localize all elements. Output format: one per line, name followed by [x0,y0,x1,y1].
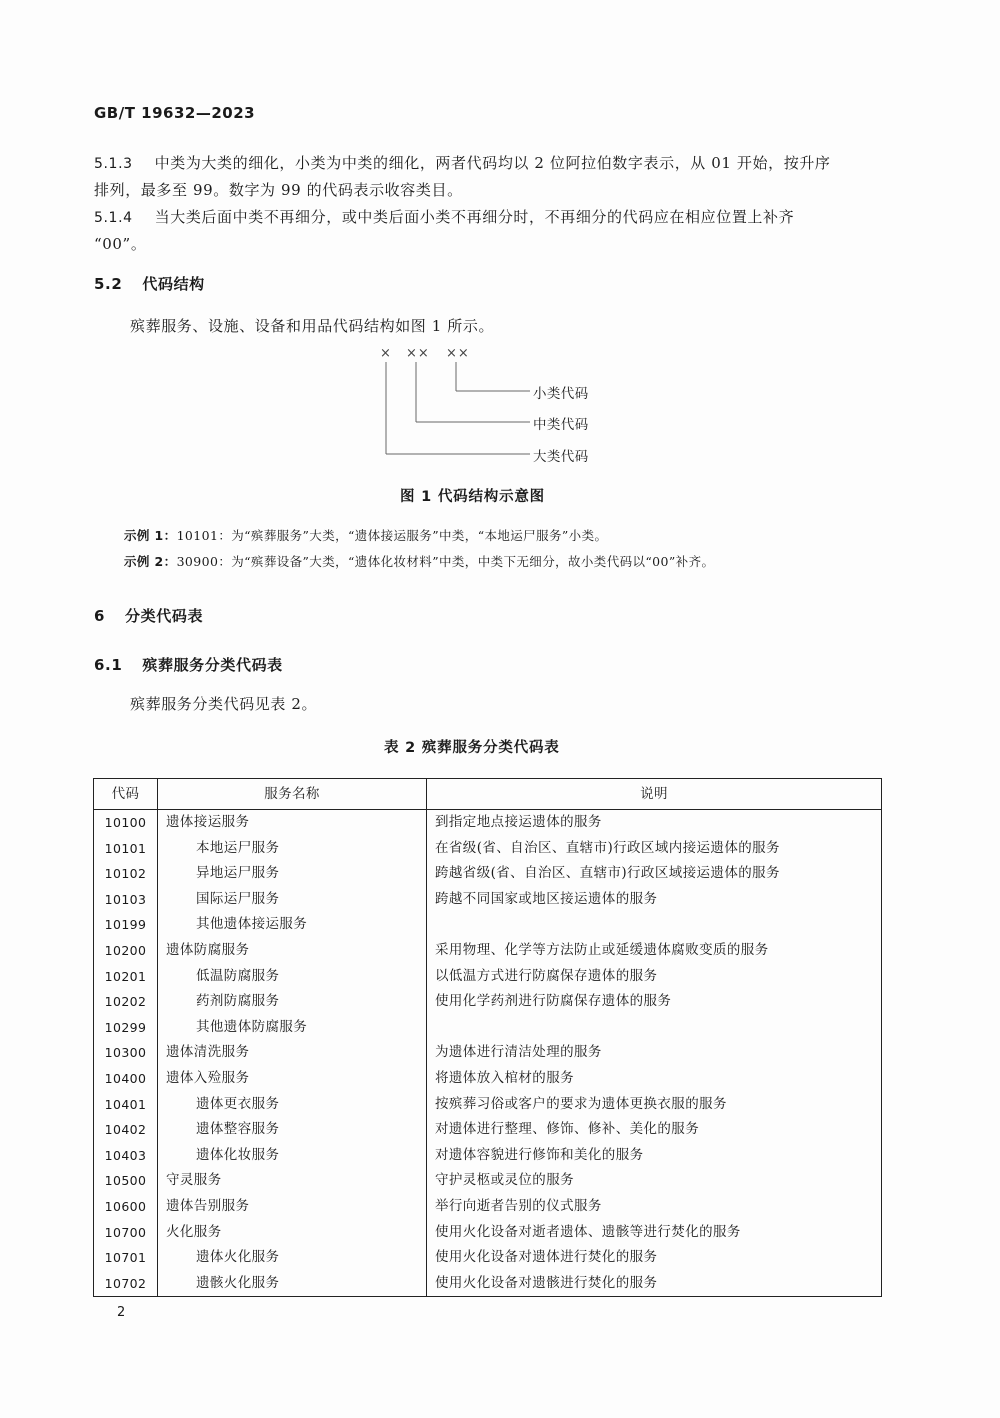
table-row [94,938,882,964]
cell-service-name: 其他遗体接运服务 [158,912,427,938]
small-code-label: 小类代码 [533,386,589,402]
page-number: 2 [117,1305,126,1320]
clause-text: 当大类后面中类不再细分，或中类后面小类不再细分时，不再细分的代码应在相应位置上补齐 [154,208,795,226]
small-code-mark: ×× [446,346,470,361]
cell-description: 跨越省级(省、自治区、直辖市)行政区域接运遗体的服务 [435,865,780,882]
cell-code: 10702 [94,1271,158,1297]
cell-service-name: 遗体整容服务 [158,1117,427,1143]
table-row [94,1092,882,1118]
table-row [94,1117,882,1143]
table-header-row [94,779,882,810]
clause-5-1-3 [94,150,831,177]
table-body [94,810,882,1297]
example-label: 示例 1： [124,528,177,543]
cell-code: 10103 [94,887,158,913]
section-6-1-heading [94,654,283,675]
cell-description: 使用化学药剂进行防腐保存遗体的服务 [435,993,672,1010]
cell-service-name: 异地运尸服务 [158,861,427,887]
table-row [94,1271,882,1297]
cell-service-name: 低温防腐服务 [158,964,427,990]
cell-code: 10402 [94,1117,158,1143]
section-5-2-heading [94,273,205,294]
cell-code: 10100 [94,810,158,836]
cell-service-name: 遗体清洗服务 [158,1040,427,1066]
cell-code: 10202 [94,989,158,1015]
section-title: 代码结构 [142,275,205,293]
table-row [94,964,882,990]
table-row [94,1143,882,1169]
clause-text: 中类为大类的细化，小类为中类的细化，两者代码均以 2 位阿拉伯数字表示，从 01 开始，按升序 [154,154,831,172]
cell-code: 10300 [94,1040,158,1066]
section-6-1-text: 殡葬服务分类代码见表 2。 [130,695,318,713]
service-code-table [93,778,882,1297]
cell-service-name: 火化服务 [158,1220,427,1246]
cell-code: 10200 [94,938,158,964]
cell-description: 采用物理、化学等方法防止或延缓遗体腐败变质的服务 [435,941,769,958]
cell-description: 使用火化设备对遗骸进行焚化的服务 [435,1274,658,1291]
table-row [94,1245,882,1271]
clause-number: 5.1.4 [94,210,133,226]
cell-code: 10401 [94,1092,158,1118]
column-header-desc: 说明 [427,779,882,810]
cell-description: 按殡葬习俗或客户的要求为遗体更换衣服的服务 [435,1095,727,1112]
cell-service-name: 守灵服务 [158,1168,427,1194]
cell-description: 将遗体放入棺材的服务 [435,1069,574,1086]
figure-caption: 图 1 代码结构示意图 [400,489,545,505]
cell-service-name: 其他遗体防腐服务 [158,1015,427,1041]
section-6-heading [94,605,203,626]
cell-service-name: 遗体接运服务 [158,810,427,836]
cell-code: 10299 [94,1015,158,1041]
example-text: 30900：为“殡葬设备”大类，“遗体化妆材料”中类，中类下无细分，故小类代码以“00”补齐。 [176,554,715,569]
large-code-mark: × [380,346,392,361]
cell-description: 对遗体进行整理、修饰、修补、美化的服务 [435,1121,700,1138]
cell-description: 到指定地点接运遗体的服务 [435,814,602,830]
clause-5-1-3-cont: 排列，最多至 99。数字为 99 的代码表示收容类目。 [94,181,463,199]
cell-code: 10199 [94,912,158,938]
table-row [94,810,882,836]
table-row [94,861,882,887]
cell-code: 10102 [94,861,158,887]
cell-description: 举行向逝者告别的仪式服务 [435,1197,602,1214]
cell-service-name: 药剂防腐服务 [158,989,427,1015]
example-text: 10101：为“殡葬服务”大类，“遗体接运服务”中类，“本地运尸服务”小类。 [176,528,608,543]
section-number: 5.2 [94,275,123,293]
cell-description: 使用火化设备对遗体进行焚化的服务 [435,1249,658,1266]
code-structure-diagram [370,342,670,472]
table-row [94,1040,882,1066]
cell-service-name: 遗体火化服务 [158,1245,427,1271]
cell-description: 以低温方式进行防腐保存遗体的服务 [435,967,658,984]
cell-description [427,1015,882,1041]
table-row [94,1015,882,1041]
section-title: 分类代码表 [125,607,204,625]
cell-code: 10403 [94,1143,158,1169]
cell-description: 守护灵柩或灵位的服务 [435,1172,574,1189]
cell-code: 10400 [94,1066,158,1092]
cell-code: 10201 [94,964,158,990]
cell-service-name: 遗体告别服务 [158,1194,427,1220]
table-row [94,1168,882,1194]
cell-description: 为遗体进行清洁处理的服务 [435,1044,602,1061]
cell-description [427,912,882,938]
table-row [94,1066,882,1092]
example-2 [124,552,714,570]
section-5-2-text: 殡葬服务、设施、设备和用品代码结构如图 1 所示。 [130,317,495,335]
column-header-code: 代码 [94,779,158,810]
cell-code: 10700 [94,1220,158,1246]
cell-description: 对遗体容貌进行修饰和美化的服务 [435,1146,644,1163]
cell-code: 10701 [94,1245,158,1271]
table-row [94,836,882,862]
section-number: 6 [94,607,106,625]
large-code-label: 大类代码 [533,449,589,465]
cell-code: 10101 [94,836,158,862]
table-caption: 表 2 殡葬服务分类代码表 [384,740,560,756]
cell-service-name: 遗体防腐服务 [158,938,427,964]
section-title: 殡葬服务分类代码表 [142,656,283,674]
clause-5-1-4-cont: “00”。 [94,235,147,253]
middle-code-label: 中类代码 [533,417,589,433]
example-label: 示例 2： [124,554,177,569]
column-header-name: 服务名称 [158,779,427,810]
cell-service-name: 本地运尸服务 [158,836,427,862]
cell-description: 在省级(省、自治区、直辖市)行政区域内接运遗体的服务 [435,839,780,856]
example-1 [124,526,607,544]
cell-code: 10600 [94,1194,158,1220]
table-row [94,989,882,1015]
standard-header: GB/T 19632—2023 [94,104,256,122]
cell-service-name: 遗骸火化服务 [158,1271,427,1297]
section-number: 6.1 [94,656,123,674]
cell-code: 10500 [94,1168,158,1194]
middle-code-mark: ×× [406,346,430,361]
cell-service-name: 遗体化妆服务 [158,1143,427,1169]
clause-number: 5.1.3 [94,156,133,172]
cell-description: 使用火化设备对逝者遗体、遗骸等进行焚化的服务 [435,1223,741,1240]
clause-5-1-4 [94,204,794,231]
table-row [94,1194,882,1220]
cell-service-name: 遗体入殓服务 [158,1066,427,1092]
cell-description: 跨越不同国家或地区接运遗体的服务 [435,890,658,907]
cell-service-name: 国际运尸服务 [158,887,427,913]
table-row [94,887,882,913]
cell-service-name: 遗体更衣服务 [158,1092,427,1118]
table-row [94,912,882,938]
table-row [94,1220,882,1246]
